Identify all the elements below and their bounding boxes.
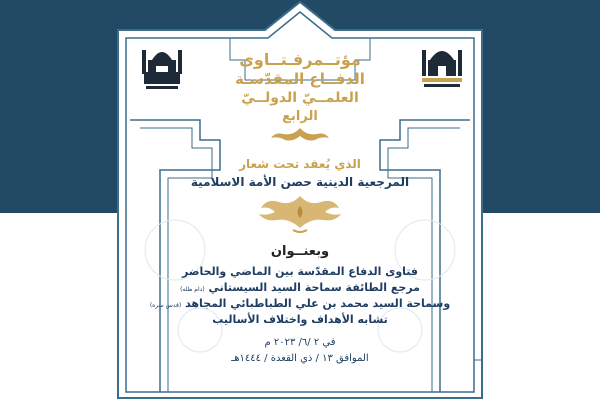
topic-line3-note: (قدس سره) <box>149 302 182 309</box>
arabesque-ornament-icon <box>245 192 355 236</box>
mosque-logo-icon <box>420 40 464 92</box>
topic-line3-text: وسماحة السيد محمد بن علي الطباطبائي المجاهد <box>185 297 451 310</box>
date-hijri: الموافق ١٣ / ذي القعدة / ١٤٤٤هـ <box>231 353 369 364</box>
topic-line1: فتاوى الدفاع المقدّسة بين الماضي والحاضر <box>182 265 418 278</box>
conference-title-line3: العلمــيّ الدولــيّ <box>241 90 359 106</box>
slogan-text: المرجعية الدينية حصن الأمة الاسلامية <box>190 175 410 189</box>
conference-title-line4: الرابع <box>282 109 318 124</box>
conference-title-line2: الدفــاع المقدّسـة <box>235 70 365 88</box>
arabesque-ornament-icon <box>265 126 335 144</box>
topic-heading: وبعنــوان <box>270 244 330 259</box>
topic-line2-text: مرجع الطائفة سماحة السيد السيستاني <box>208 281 420 294</box>
topic-line3 <box>140 297 460 310</box>
date-gregorian: في ٢ /٦/ ٢٠٢٣ م <box>264 337 336 348</box>
topic-line4: تشابه الأهداف واختلاف الأساليب <box>212 313 388 326</box>
slogan-intro: الذي يُعقد تحت شعار <box>239 157 361 171</box>
topic-line2 <box>150 281 450 294</box>
shrine-logo-icon <box>138 42 186 90</box>
topic-line2-note: (دام ظله) <box>180 286 205 293</box>
conference-title-line1: مؤتــمرفـتــاوى <box>239 50 361 69</box>
